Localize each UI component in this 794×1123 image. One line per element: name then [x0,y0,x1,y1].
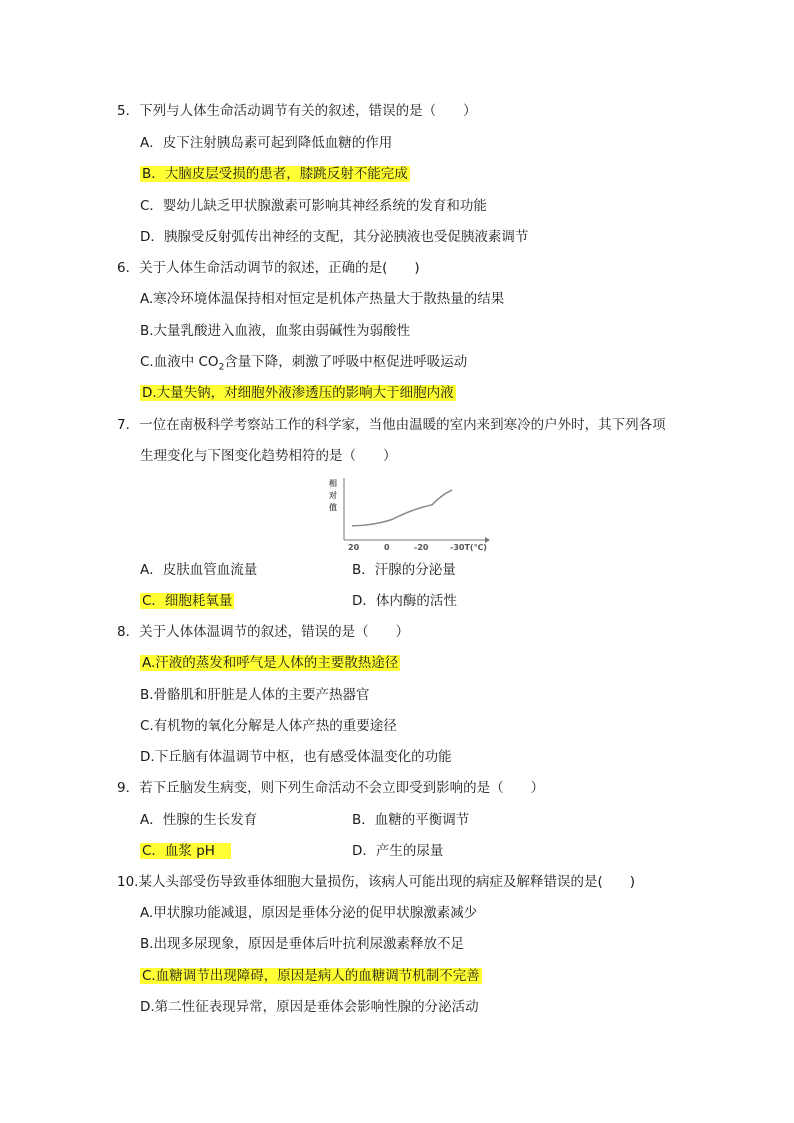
q9-option-a: A．性腺的生长发育 [140,812,258,828]
q6-c-subscript: 2 [218,362,225,373]
q10-option-c [140,966,482,986]
highlight-answer: A.汗液的蒸发和呼气是人体的主要散热途径 [142,655,399,671]
q10-stem: 10.某人头部受伤导致垂体细胞大量损伤，该病人可能出现的病症及解释错误的是( ) [117,874,636,890]
x-tick-label: 20 [348,543,360,552]
q7-option-c [140,591,234,611]
q7-option-b: B．汗腺的分泌量 [352,562,456,578]
q5-option-c: C．婴幼儿缺乏甲状腺激素可影响其神经系统的发育和功能 [140,198,487,214]
q7-option-d: D．体内酶的活性 [352,593,457,609]
y-label-char-3: 值 [329,503,337,512]
temperature-chart [322,474,492,554]
q5-option-d: D．胰腺受反射弧传出神经的支配，其分泌胰液也受促胰液素调节 [140,229,529,245]
q5-option-b [140,164,410,184]
x-tick-label: -20 [414,543,429,552]
q6-c-text-rest: 含量下降，刺激了呼吸中枢促进呼吸运动 [224,354,468,370]
highlight-answer: D.大量失钠，对细胞外液渗透压的影响大于细胞内液 [142,385,454,401]
q6-option-c [140,352,467,378]
q7-stem-line1: 7．一位在南极科学考察站工作的科学家，当他由温暖的室内来到寒冷的户外时，其下列各项 [117,417,666,433]
trend-line [352,490,452,526]
y-label-char-1: 相 [329,479,337,488]
q9-option-b: B．血糖的平衡调节 [352,812,470,828]
q10-option-d: D.第二性征表现异常，原因是垂体会影响性腺的分泌活动 [140,999,479,1015]
q6-option-b: B.大量乳酸进入血液，血浆由弱碱性为弱酸性 [140,323,411,339]
q8-option-d: D.下丘脑有体温调节中枢，也有感受体温变化的功能 [140,749,452,765]
q7-option-a: A．皮肤血管血流量 [140,562,258,578]
q10-option-b: B.出现多尿现象，原因是垂体后叶抗利尿激素释放不足 [140,936,465,952]
q8-option-a [140,653,400,673]
q6-option-d [140,383,456,403]
q5-option-a: A．皮下注射胰岛素可起到降低血糖的作用 [140,135,393,151]
q6-stem: 6．关于人体生命活动调节的叙述，正确的是( ) [117,260,420,276]
highlight-answer: C.血糖调节出现障碍，原因是病人的血糖调节机制不完善 [142,968,480,984]
y-label-char-2: 对 [329,491,337,500]
q8-stem: 8．关于人体体温调节的叙述，错误的是（ ） [117,624,410,640]
q10-option-a: A.甲状腺功能减退，原因是垂体分泌的促甲状腺激素减少 [140,905,478,921]
q6-c-text: C.血液中 CO [140,354,219,370]
q7-stem-line2: 生理变化与下图变化趋势相符的是（ ） [140,448,397,464]
x-tick-label: 0 [384,543,390,552]
highlight-answer: C．血浆 pH [140,843,231,859]
highlight-answer: C．细胞耗氧量 [142,593,233,609]
q8-option-c: C.有机物的氧化分解是人体产热的重要途径 [140,718,397,734]
q9-option-c [140,841,231,861]
highlight-answer: B．大脑皮层受损的患者，膝跳反射不能完成 [142,166,408,182]
q5-stem: 5．下列与人体生命活动调节有关的叙述，错误的是（ ） [117,103,477,119]
q8-option-b: B.骨骼肌和肝脏是人体的主要产热器官 [140,687,370,703]
q9-option-d: D．产生的尿量 [352,843,444,859]
q6-option-a: A.寒冷环境体温保持相对恒定是机体产热量大于散热量的结果 [140,291,505,307]
q9-stem: 9．若下丘脑发生病变，则下列生命活动不会立即受到影响的是（ ） [117,780,545,796]
y-axis-label [328,478,337,512]
x-tick-label: -30T(℃) [450,543,487,552]
